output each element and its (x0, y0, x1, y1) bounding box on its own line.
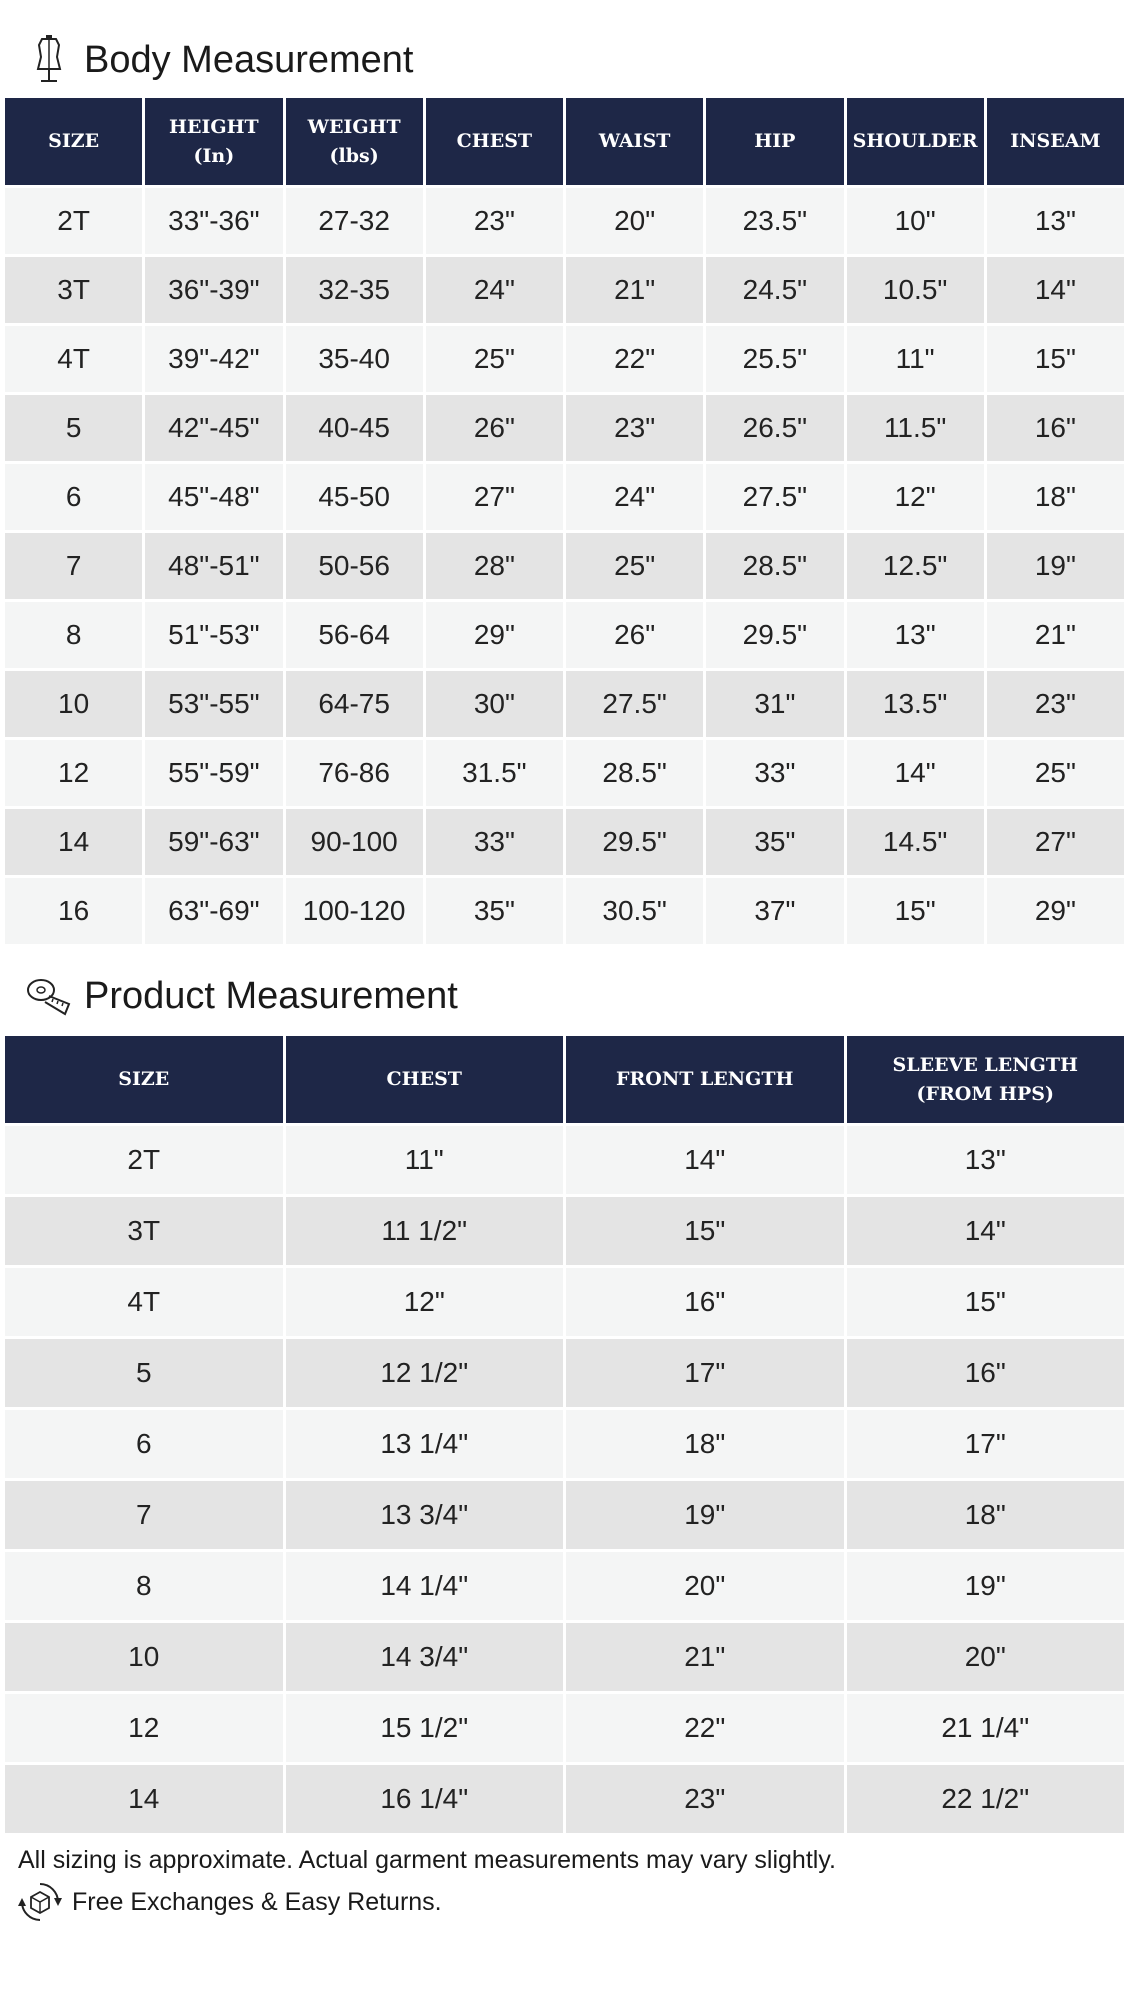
table-cell: 22" (566, 326, 703, 392)
table-cell: 26.5" (706, 395, 843, 461)
table-row (5, 602, 1124, 668)
table-cell: 30.5" (566, 878, 703, 944)
product-measurement-title: Product Measurement (84, 974, 458, 1017)
table-cell: 6 (5, 1410, 283, 1478)
table-cell: 33" (426, 809, 563, 875)
table-row (5, 878, 1124, 944)
table-cell: 19" (847, 1552, 1125, 1620)
table-cell: 20" (847, 1623, 1125, 1691)
table-cell: 19" (566, 1481, 844, 1549)
table-cell: 35" (426, 878, 563, 944)
box-exchange-icon (18, 1880, 62, 1924)
table-cell: 48"-51" (145, 533, 282, 599)
table-row (5, 1552, 1124, 1620)
table-cell: 14" (847, 1197, 1125, 1265)
table-cell: 3T (5, 257, 142, 323)
table-cell: 8 (5, 602, 142, 668)
column-header: FRONT LENGTH (566, 1036, 844, 1123)
table-row (5, 257, 1124, 323)
returns-info (18, 1880, 442, 1924)
table-cell: 21" (566, 257, 703, 323)
table-cell: 76-86 (286, 740, 423, 806)
table-row (5, 809, 1124, 875)
table-row (5, 671, 1124, 737)
table-cell: 15" (987, 326, 1124, 392)
table-cell: 18" (847, 1481, 1125, 1549)
table-cell: 12" (286, 1268, 564, 1336)
table-cell: 12 (5, 1694, 283, 1762)
table-cell: 51"-53" (145, 602, 282, 668)
table-cell: 24" (566, 464, 703, 530)
table-cell: 10" (847, 188, 984, 254)
table-cell: 45"-48" (145, 464, 282, 530)
table-cell: 15 1/2" (286, 1694, 564, 1762)
table-cell: 2T (5, 1126, 283, 1194)
table-cell: 14 (5, 1765, 283, 1833)
table-row (5, 740, 1124, 806)
column-header: HEIGHT (In) (145, 98, 282, 185)
table-cell: 29.5" (706, 602, 843, 668)
table-cell: 15" (847, 1268, 1125, 1336)
product-measurement-table (2, 1033, 1125, 1836)
table-cell: 25" (426, 326, 563, 392)
table-cell: 24" (426, 257, 563, 323)
table-row (5, 1694, 1124, 1762)
body-measurement-heading (0, 30, 414, 90)
table-cell: 10 (5, 1623, 283, 1691)
table-cell: 22" (566, 1694, 844, 1762)
table-row (5, 1339, 1124, 1407)
table-cell: 27.5" (706, 464, 843, 530)
table-cell: 64-75 (286, 671, 423, 737)
table-cell: 20" (566, 188, 703, 254)
table-cell: 90-100 (286, 809, 423, 875)
table-cell: 29" (426, 602, 563, 668)
table-cell: 12 (5, 740, 142, 806)
table-cell: 27.5" (566, 671, 703, 737)
table-cell: 28.5" (566, 740, 703, 806)
table-cell: 16" (987, 395, 1124, 461)
table-cell: 20" (566, 1552, 844, 1620)
measuring-tape-icon (14, 966, 84, 1026)
table-cell: 32-35 (286, 257, 423, 323)
table-cell: 11" (847, 326, 984, 392)
body-measurement-table (2, 95, 1125, 947)
table-cell: 3T (5, 1197, 283, 1265)
table-row (5, 1623, 1124, 1691)
table-cell: 14 3/4" (286, 1623, 564, 1691)
table-cell: 14" (566, 1126, 844, 1194)
table-cell: 59"-63" (145, 809, 282, 875)
table-row (5, 464, 1124, 530)
table-cell: 13" (847, 1126, 1125, 1194)
column-header: WEIGHT (lbs) (286, 98, 423, 185)
table-cell: 27" (987, 809, 1124, 875)
table-row (5, 1268, 1124, 1336)
table-cell: 4T (5, 1268, 283, 1336)
table-cell: 11 1/2" (286, 1197, 564, 1265)
table-cell: 31.5" (426, 740, 563, 806)
table-row (5, 533, 1124, 599)
table-cell: 39"-42" (145, 326, 282, 392)
table-cell: 15" (847, 878, 984, 944)
table-cell: 23" (566, 395, 703, 461)
sizing-disclaimer: All sizing is approximate. Actual garment measurements may vary slightly. (18, 1846, 836, 1874)
returns-text: Free Exchanges & Easy Returns. (72, 1887, 442, 1916)
table-cell: 15" (566, 1197, 844, 1265)
table-cell: 25" (566, 533, 703, 599)
column-header: SIZE (5, 98, 142, 185)
table-cell: 23" (426, 188, 563, 254)
table-cell: 29.5" (566, 809, 703, 875)
table-cell: 4T (5, 326, 142, 392)
table-cell: 33" (706, 740, 843, 806)
table-cell: 7 (5, 1481, 283, 1549)
table-cell: 17" (847, 1410, 1125, 1478)
table-cell: 30" (426, 671, 563, 737)
column-header: CHEST (426, 98, 563, 185)
table-cell: 23.5" (706, 188, 843, 254)
table-cell: 28.5" (706, 533, 843, 599)
table-cell: 31" (706, 671, 843, 737)
table-cell: 6 (5, 464, 142, 530)
body-measurement-title: Body Measurement (84, 38, 414, 81)
table-cell: 35-40 (286, 326, 423, 392)
table-cell: 24.5" (706, 257, 843, 323)
table-cell: 5 (5, 395, 142, 461)
table-cell: 13" (987, 188, 1124, 254)
table-cell: 2T (5, 188, 142, 254)
table-cell: 23" (987, 671, 1124, 737)
table-cell: 11" (286, 1126, 564, 1194)
table-cell: 17" (566, 1339, 844, 1407)
table-cell: 45-50 (286, 464, 423, 530)
table-cell: 13 1/4" (286, 1410, 564, 1478)
table-cell: 53"-55" (145, 671, 282, 737)
table-cell: 14" (847, 740, 984, 806)
table-cell: 14 (5, 809, 142, 875)
table-row (5, 188, 1124, 254)
table-row (5, 1197, 1124, 1265)
table-cell: 26" (566, 602, 703, 668)
table-row (5, 1765, 1124, 1833)
table-cell: 33"-36" (145, 188, 282, 254)
table-cell: 21" (566, 1623, 844, 1691)
table-cell: 56-64 (286, 602, 423, 668)
table-cell: 27-32 (286, 188, 423, 254)
table-row (5, 395, 1124, 461)
table-cell: 50-56 (286, 533, 423, 599)
table-cell: 14.5" (847, 809, 984, 875)
column-header: WAIST (566, 98, 703, 185)
table-cell: 16 1/4" (286, 1765, 564, 1833)
column-header: CHEST (286, 1036, 564, 1123)
table-cell: 26" (426, 395, 563, 461)
table-cell: 13 3/4" (286, 1481, 564, 1549)
table-cell: 35" (706, 809, 843, 875)
table-cell: 11.5" (847, 395, 984, 461)
column-header: SLEEVE LENGTH (FROM HPS) (847, 1036, 1125, 1123)
table-cell: 12.5" (847, 533, 984, 599)
table-row (5, 1410, 1124, 1478)
table-cell: 16 (5, 878, 142, 944)
table-cell: 21" (987, 602, 1124, 668)
column-header: SHOULDER (847, 98, 984, 185)
table-cell: 18" (987, 464, 1124, 530)
table-cell: 10.5" (847, 257, 984, 323)
table-cell: 10 (5, 671, 142, 737)
table-cell: 37" (706, 878, 843, 944)
column-header: SIZE (5, 1036, 283, 1123)
table-cell: 21 1/4" (847, 1694, 1125, 1762)
table-cell: 25" (987, 740, 1124, 806)
table-cell: 18" (566, 1410, 844, 1478)
table-cell: 25.5" (706, 326, 843, 392)
table-cell: 19" (987, 533, 1124, 599)
table-cell: 23" (566, 1765, 844, 1833)
table-cell: 13" (847, 602, 984, 668)
table-cell: 14 1/4" (286, 1552, 564, 1620)
table-row (5, 1481, 1124, 1549)
table-cell: 42"-45" (145, 395, 282, 461)
table-cell: 36"-39" (145, 257, 282, 323)
table-cell: 55"-59" (145, 740, 282, 806)
table-cell: 22 1/2" (847, 1765, 1125, 1833)
table-cell: 5 (5, 1339, 283, 1407)
table-cell: 7 (5, 533, 142, 599)
dress-form-icon (14, 30, 84, 90)
table-cell: 13.5" (847, 671, 984, 737)
table-cell: 100-120 (286, 878, 423, 944)
table-row (5, 1126, 1124, 1194)
table-cell: 28" (426, 533, 563, 599)
table-cell: 12 1/2" (286, 1339, 564, 1407)
table-cell: 16" (566, 1268, 844, 1336)
table-cell: 40-45 (286, 395, 423, 461)
table-cell: 14" (987, 257, 1124, 323)
table-cell: 8 (5, 1552, 283, 1620)
product-measurement-heading (0, 966, 458, 1026)
table-cell: 29" (987, 878, 1124, 944)
column-header: INSEAM (987, 98, 1124, 185)
table-cell: 27" (426, 464, 563, 530)
table-cell: 12" (847, 464, 984, 530)
table-cell: 16" (847, 1339, 1125, 1407)
column-header: HIP (706, 98, 843, 185)
table-cell: 63"-69" (145, 878, 282, 944)
table-row (5, 326, 1124, 392)
